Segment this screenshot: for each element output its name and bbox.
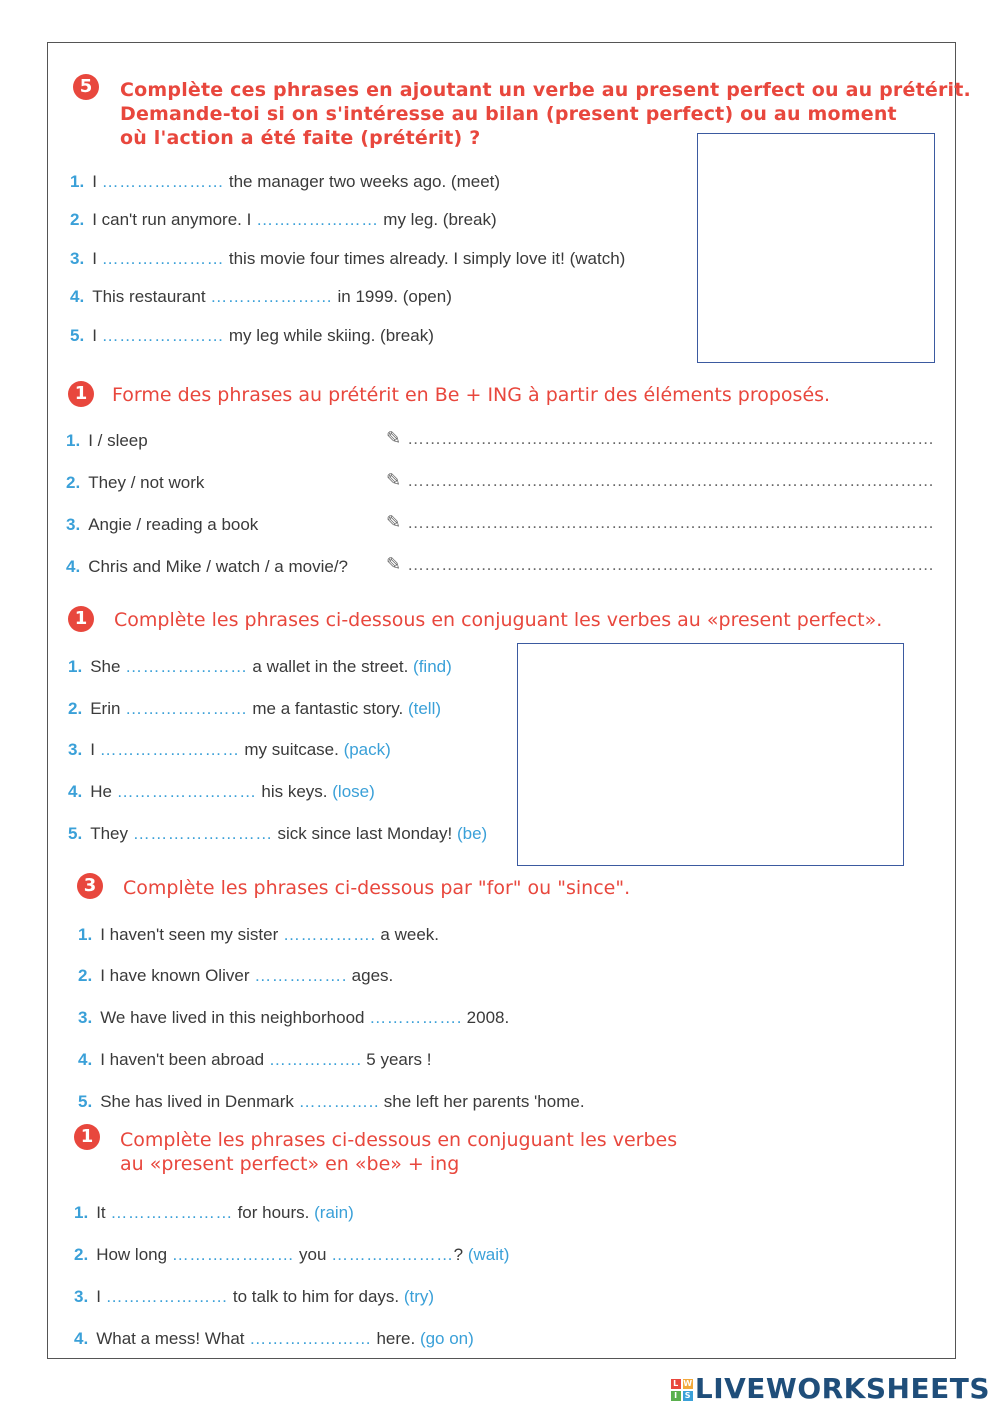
s3-item-1: 1. She ………………… a wallet in the street. (find) <box>68 657 452 676</box>
pencil-icon: ✎ <box>386 428 402 448</box>
s3-item-5: 5. They …………………… sick since last Monday! (be) <box>68 824 488 843</box>
s3-item-4: 4. He …………………… his keys. (lose) <box>68 782 375 801</box>
s2-item-2: 2. They / not work <box>66 473 205 492</box>
s4-item-3: 3. We have lived in this neighborhood ……………. 2008. <box>78 1008 510 1027</box>
section-3-badge: 1 <box>68 606 94 632</box>
section-5-instruction <box>120 1128 677 1176</box>
answer-box-1[interactable] <box>697 133 935 363</box>
s4-item-2: 2. I have known Oliver ……………. ages. <box>78 966 394 985</box>
s2-answer-line-2[interactable]: ✎ ………………………………………………………………………………… <box>386 470 935 490</box>
s2-answer-line-4[interactable]: ✎ ………………………………………………………………………………… <box>386 554 935 574</box>
instruction-line: où l'action a été faite (prétérit) ? <box>120 127 481 149</box>
s1-item-5: 5. I ………………… my leg while skiing. (break) <box>70 326 434 345</box>
s2-item-1: 1. I / sleep <box>66 431 148 450</box>
pencil-icon: ✎ <box>386 554 402 574</box>
section-2-instruction: Forme des phrases au prétérit en Be + ING à partir des éléments proposés. <box>112 384 831 406</box>
pencil-icon: ✎ <box>386 470 402 490</box>
s2-answer-line-3[interactable]: ✎ ………………………………………………………………………………… <box>386 512 935 532</box>
s2-item-4: 4. Chris and Mike / watch / a movie/? <box>66 557 349 576</box>
section-1-badge: 5 <box>73 74 99 100</box>
section-5-badge: 1 <box>74 1124 100 1150</box>
liveworksheets-brand: LIVEWORKSHEETS <box>694 1372 990 1405</box>
liveworksheets-logo[interactable] <box>671 1372 990 1405</box>
section-4-instruction: Complète les phrases ci-dessous par "for" ou "since". <box>123 877 631 899</box>
instruction-line: Complète ces phrases en ajoutant un verbe au present perfect ou au prétérit. <box>120 79 971 101</box>
s4-item-4: 4. I haven't been abroad ……………. 5 years ! <box>78 1050 432 1069</box>
s5-item-1: 1. It ………………… for hours. (rain) <box>74 1203 354 1222</box>
answer-box-2[interactable] <box>517 643 904 866</box>
instruction-line: Demande-toi si on s'intéresse au bilan (present perfect) ou au moment <box>120 103 897 125</box>
liveworksheets-mark-icon: L W I S <box>671 1379 693 1401</box>
s4-item-5: 5. She has lived in Denmark ………….. she left her parents 'home. <box>78 1092 585 1111</box>
section-4-badge: 3 <box>77 873 103 899</box>
s1-item-4: 4. This restaurant ………………… in 1999. (open) <box>70 287 452 306</box>
s1-item-2: 2. I can't run anymore. I ………………… my leg. (break) <box>70 210 497 229</box>
pencil-icon: ✎ <box>386 512 402 532</box>
s4-item-1: 1. I haven't seen my sister ……………. a week. <box>78 925 440 944</box>
s2-item-3: 3. Angie / reading a book <box>66 515 259 534</box>
s5-item-2: 2. How long ………………… you …………………? (wait) <box>74 1245 510 1264</box>
s5-item-4: 4. What a mess! What ………………… here. (go on) <box>74 1329 474 1348</box>
s2-answer-line-1[interactable]: ✎ ………………………………………………………………………………… <box>386 428 935 448</box>
s1-item-1: 1. I ………………… the manager two weeks ago. (meet) <box>70 172 501 191</box>
s3-item-2: 2. Erin ………………… me a fantastic story. (tell) <box>68 699 442 718</box>
s5-item-3: 3. I ………………… to talk to him for days. (try) <box>74 1287 435 1306</box>
section-3-instruction: Complète les phrases ci-dessous en conjuguant les verbes au «present perfect». <box>114 609 883 631</box>
s3-item-3: 3. I …………………… my suitcase. (pack) <box>68 740 391 759</box>
section-2-badge: 1 <box>68 381 94 407</box>
instruction-line: Complète les phrases ci-dessous en conjuguant les verbes <box>120 1129 678 1151</box>
instruction-line: au «present perfect» en «be» + ing <box>120 1153 460 1175</box>
s1-item-3: 3. I ………………… this movie four times already. I simply love it! (watch) <box>70 249 626 268</box>
